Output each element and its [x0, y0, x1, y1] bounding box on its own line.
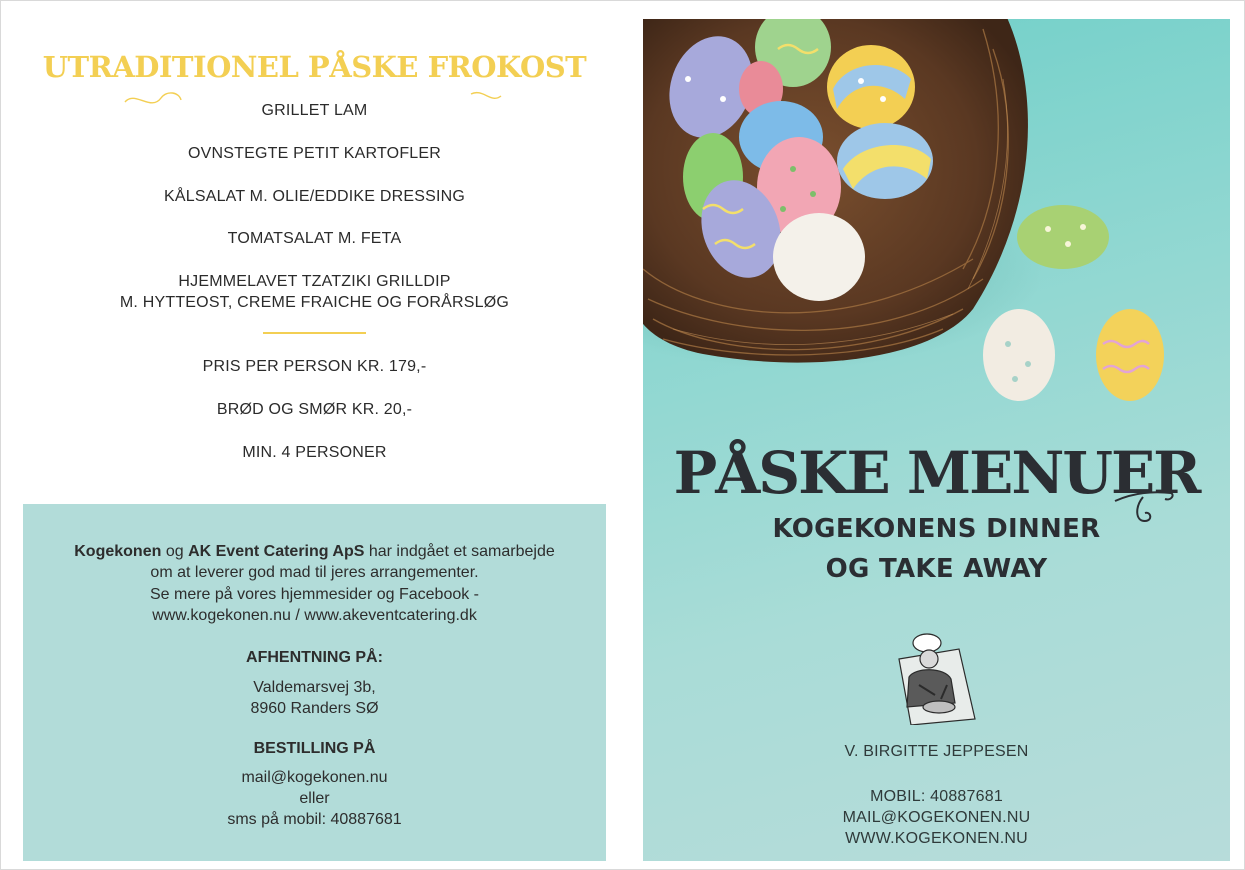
info-box	[23, 504, 606, 861]
menu-item-tomatsalat: TOMATSALAT M. FETA	[227, 230, 402, 247]
bread-butter-price: BRØD OG SMØR KR. 20,-	[216, 401, 413, 418]
cover-subtitle: KOGEKONENS DINNER OG TAKE AWAY	[772, 514, 1101, 584]
menu-item-kartofler: OVNSTEGTE PETIT KARTOFLER	[187, 145, 442, 162]
order-heading: BESTILLING PÅ	[253, 740, 376, 757]
contact-mobile: MOBIL: 40887681	[870, 788, 1003, 805]
menu-item-tzatziki: HJEMMELAVET TZATZIKI GRILLDIP M. HYTTEOST, CREME FRAICHE OG FORÅRSLØG	[119, 273, 510, 311]
menu-section	[23, 20, 606, 490]
easter-eggs-nest-image	[643, 19, 1230, 419]
chef-logo-icon	[889, 629, 979, 725]
contact-details	[643, 786, 1230, 849]
contact-website: WWW.KOGEKONEN.NU	[845, 830, 1028, 847]
price-per-person: PRIS PER PERSON KR. 179,-	[202, 358, 427, 375]
cover-panel	[643, 19, 1230, 861]
menu-title: UTRADITIONEL PÅSKE FROKOST	[42, 50, 587, 84]
minimum-persons: MIN. 4 PERSONER	[242, 444, 387, 461]
menu-item-kaalsalat: KÅLSALAT M. OLIE/EDDIKE DRESSING	[163, 188, 465, 205]
order-email: mail@kogekonen.nu	[241, 769, 388, 786]
pickup-address: Valdemarsvej 3b, 8960 Randers SØ	[250, 679, 379, 717]
gold-divider	[263, 332, 366, 334]
order-contact: mail@kogekonen.nu eller sms på mobil: 40887681	[23, 767, 606, 830]
cover-title: PÅSKE MENUER	[673, 439, 1200, 507]
order-sms: sms på mobil: 40887681	[227, 811, 402, 828]
pickup-heading: AFHENTNING PÅ:	[246, 649, 383, 666]
website-links: www.kogekonen.nu / www.akeventcatering.dk	[152, 606, 477, 624]
menu-item-grillet-lam: GRILLET LAM	[261, 102, 368, 119]
contact-name: V. BIRGITTE JEPPESEN	[844, 743, 1029, 760]
intro-text: Kogekonen og AK Event Catering ApS har indgået et samarbejde om at leverer god mad til jeres arrangementer. Se mere på vores hjemmesider og Facebook - www.kogekonen.nu / www.akeventcatering.dk	[23, 541, 606, 626]
contact-email: MAIL@KOGEKONEN.NU	[842, 809, 1031, 826]
